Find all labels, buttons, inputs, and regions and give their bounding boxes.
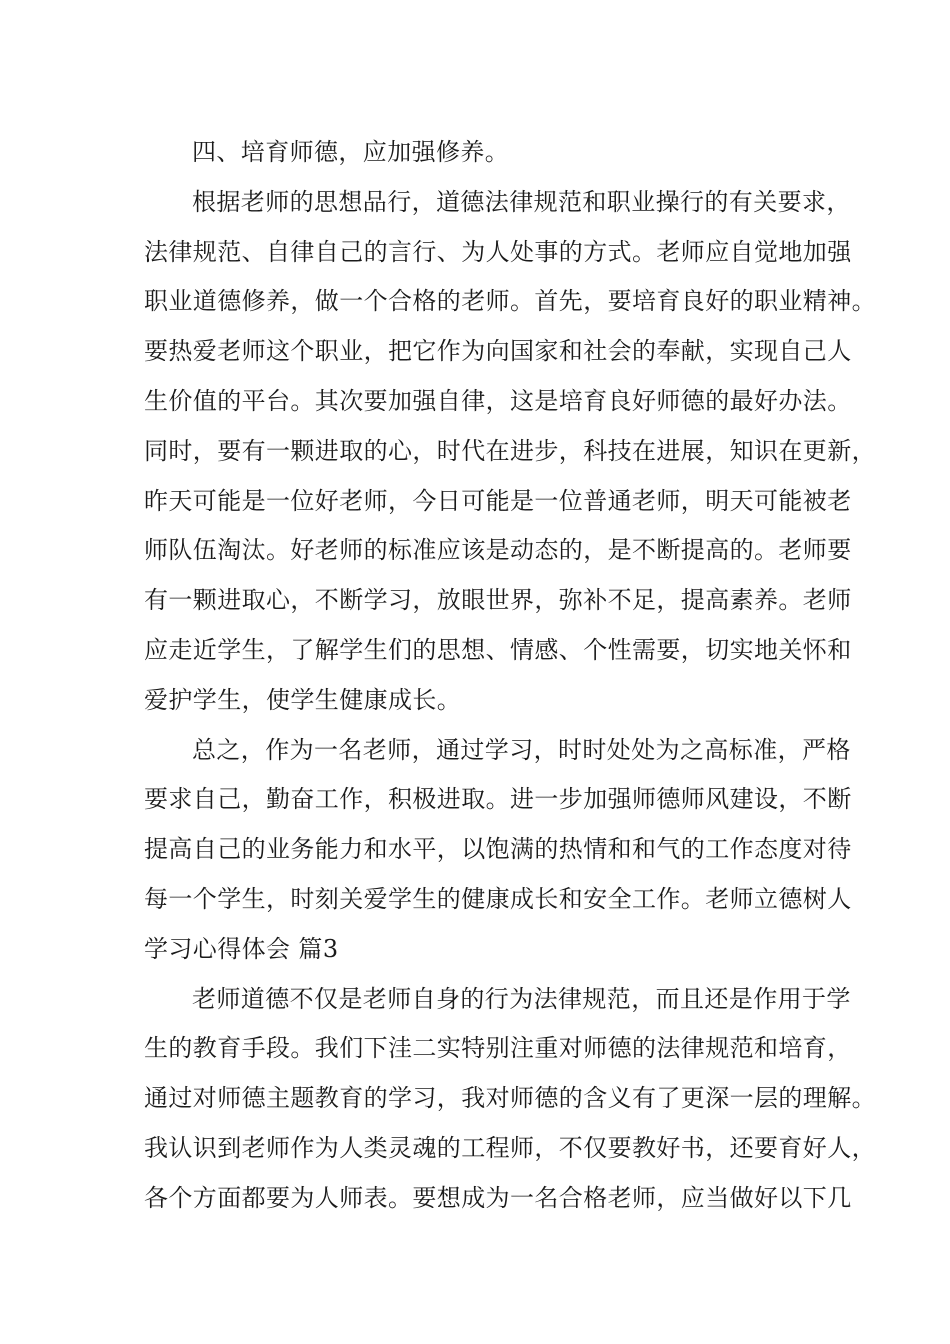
paragraph-line: 法律规范、自律自己的言行、为人处事的方式。老师应自觉地加强 — [144, 237, 852, 266]
paragraph-line: 生价值的平台。其次要加强自律，这是培育良好师德的最好办法。 — [144, 386, 852, 415]
paragraph-line: 通过对师德主题教育的学习，我对师德的含义有了更深一层的理解。 — [144, 1084, 876, 1113]
paragraph-line: 总之，作为一名老师，通过学习，时时处处为之高标准，严格 — [192, 735, 851, 764]
paragraph-line: 职业道德修养，做一个合格的老师。首先，要培育良好的职业精神。 — [144, 287, 876, 316]
article-title: 学习心得体会 篇3 — [144, 934, 339, 963]
paragraph-line: 提高自己的业务能力和水平，以饱满的热情和和气的工作态度对待 — [144, 835, 852, 864]
paragraph-line: 同时，要有一颗进取的心，时代在进步，科技在进展，知识在更新， — [144, 436, 876, 465]
paragraph-line: 我认识到老师作为人类灵魂的工程师，不仅要教好书，还要育好人， — [144, 1133, 876, 1162]
paragraph-line: 昨天可能是一位好老师，今日可能是一位普通老师，明天可能被老 — [144, 486, 852, 515]
paragraph-line: 爱护学生，使学生健康成长。 — [144, 685, 462, 714]
paragraph-line: 每一个学生，时刻关爱学生的健康成长和安全工作。老师立德树人 — [144, 884, 852, 913]
paragraph-line: 要热爱老师这个职业，把它作为向国家和社会的奉献，实现自己人 — [144, 337, 852, 366]
paragraph-line: 应走近学生，了解学生们的思想、情感、个性需要，切实地关怀和 — [144, 635, 852, 664]
paragraph-line: 有一颗进取心，不断学习，放眼世界，弥补不足，提高素养。老师 — [144, 586, 852, 615]
paragraph-line: 根据老师的思想品行，道德法律规范和职业操行的有关要求， — [192, 187, 851, 216]
paragraph-line: 师队伍淘汰。好老师的标准应该是动态的，是不断提高的。老师要 — [144, 536, 852, 565]
paragraph-line: 要求自己，勤奋工作，积极进取。进一步加强师德师风建设，不断 — [144, 785, 852, 814]
paragraph-line: 各个方面都要为人师表。要想成为一名合格老师，应当做好以下几 — [144, 1183, 852, 1212]
section-heading: 四、培育师德，应加强修养。 — [192, 138, 510, 166]
paragraph-line: 老师道德不仅是老师自身的行为法律规范，而且还是作用于学 — [192, 984, 851, 1013]
paragraph-line: 生的教育手段。我们下洼二实特别注重对师德的法律规范和培育， — [144, 1034, 852, 1063]
document-body — [144, 128, 876, 1224]
